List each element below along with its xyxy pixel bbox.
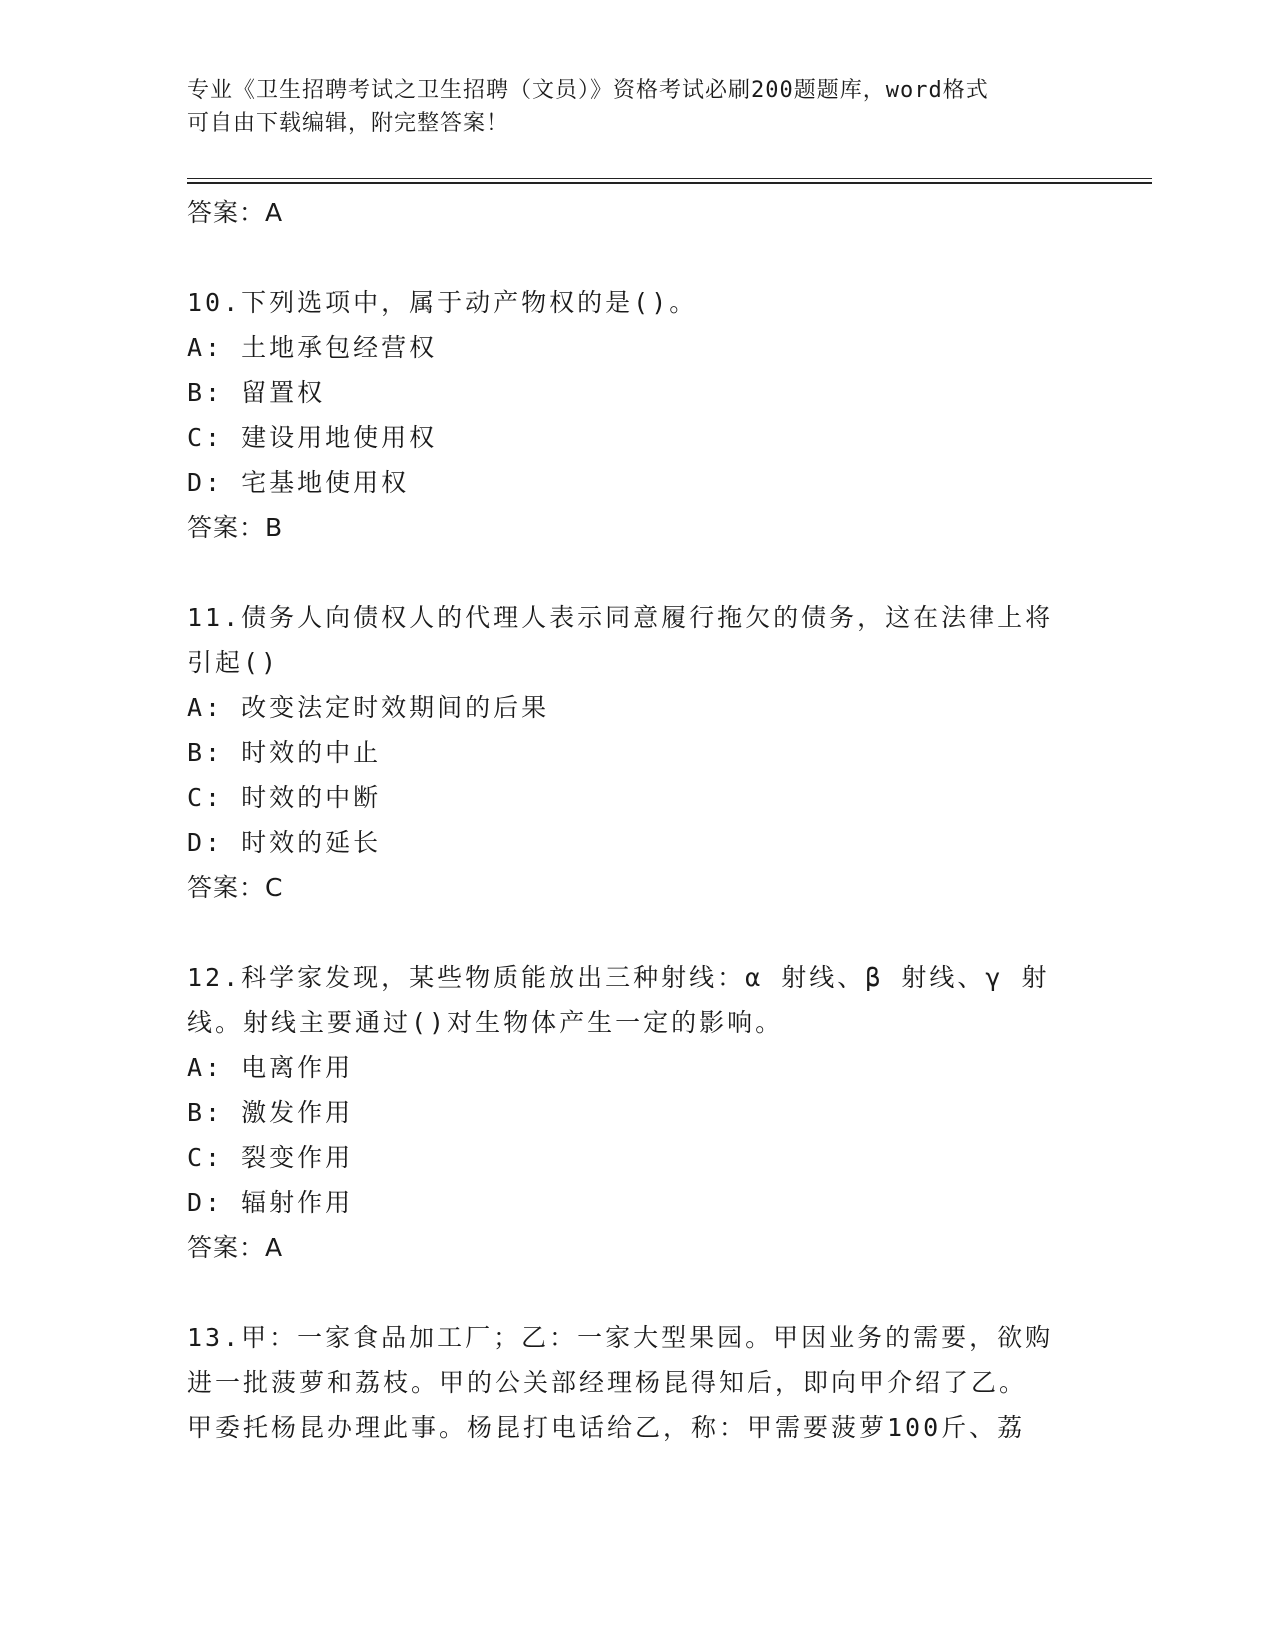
question-text-line-1: 11.债务人向债权人的代理人表示同意履行拖欠的债务，这在法律上将 (187, 603, 1054, 632)
header-line-1: 专业《卫生招聘考试之卫生招聘（文员）》资格考试必刷200题题库，word格式 (187, 78, 989, 103)
question-text-line-3: 甲委托杨昆办理此事。杨昆打电话给乙，称：甲需要菠萝100斤、荔 (187, 1413, 1026, 1442)
option-a: A: 土地承包经营权 (187, 333, 438, 362)
question-13 (187, 1315, 1087, 1450)
spacer (187, 910, 1087, 955)
answer-previous: 答案：A (187, 198, 284, 227)
spacer (187, 235, 1087, 280)
question-12 (187, 955, 1087, 1270)
option-c: C: 建设用地使用权 (187, 423, 438, 452)
option-a: A: 改变法定时效期间的后果 (187, 693, 550, 722)
question-list (187, 190, 1087, 1450)
document-header (187, 74, 1067, 140)
option-a: A: 电离作用 (187, 1053, 354, 1082)
question-text-line-1: 12.科学家发现，某些物质能放出三种射线：α 射线、β 射线、γ 射 (187, 963, 1050, 992)
header-rule-thin (187, 178, 1152, 179)
question-text-line-1: 13.甲：一家食品加工厂；乙：一家大型果园。甲因业务的需要，欲购 (187, 1323, 1054, 1352)
answer: 答案：C (187, 873, 284, 902)
option-d: D: 时效的延长 (187, 828, 382, 857)
option-c: C: 时效的中断 (187, 783, 382, 812)
question-text-line-2: 线。射线主要通过()对生物体产生一定的影响。 (187, 1008, 784, 1037)
option-d: D: 宅基地使用权 (187, 468, 410, 497)
answer: 答案：B (187, 513, 284, 542)
question-text-line-2: 引起() (187, 648, 280, 677)
header-line-2: 可自由下载编辑，附完整答案！ (187, 111, 510, 136)
question-10 (187, 280, 1087, 550)
question-11 (187, 595, 1087, 910)
header-rule-thick (187, 182, 1152, 184)
spacer (187, 550, 1087, 595)
option-b: B: 时效的中止 (187, 738, 382, 767)
option-d: D: 辐射作用 (187, 1188, 354, 1217)
option-b: B: 激发作用 (187, 1098, 354, 1127)
question-text-line-2: 进一批菠萝和荔枝。甲的公关部经理杨昆得知后，即向甲介绍了乙。 (187, 1368, 1028, 1397)
option-b: B: 留置权 (187, 378, 326, 407)
option-c: C: 裂变作用 (187, 1143, 354, 1172)
spacer (187, 1270, 1087, 1315)
question-text: 10.下列选项中，属于动产物权的是()。 (187, 288, 698, 317)
answer: 答案：A (187, 1233, 284, 1262)
